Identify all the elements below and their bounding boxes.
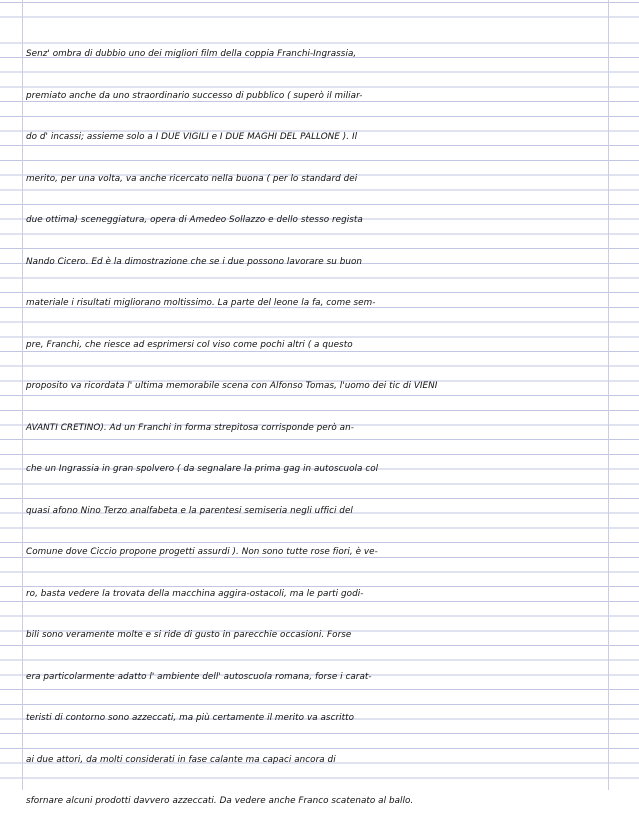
text-line-9: proposito va ricordata l' ultima memorabile scena con Alfonso Tomas, l'uomo dei tic di VIENI (26, 381, 438, 391)
text-line-15: bili sono veramente molte e si ride di gusto in parecchie occasioni. Forse (26, 630, 352, 640)
text-line-18: ai due attori, da molti considerati in fase calante ma capaci ancora di (26, 754, 336, 765)
text-line-12: quasi afono Nino Terzo analfabeta e la parentesi semiseria negli uffici del (26, 505, 353, 516)
text-line-8: pre, Franchi, che riesce ad esprimersi col viso come pochi altri ( a questo (26, 339, 353, 350)
handwritten-text-block (26, 34, 611, 823)
text-line-13: Comune dove Ciccio propone progetti assurdi ). Non sono tutte rose fiori, è ve- (26, 547, 378, 557)
text-line-19: sfornare alcuni prodotti davvero azzeccati. Da vedere anche Franco scatenato al ballo. (26, 796, 414, 806)
text-line-7: materiale i risultati migliorano moltissimo. La parte del leone la fa, come sem- (26, 298, 376, 308)
text-line-2: premiato anche da uno straordinario successo di pubblico ( superò il miliar- (26, 90, 363, 101)
text-line-16: era particolarmente adatto l' ambiente dell' autoscuola romana, forse i carat- (26, 671, 372, 682)
text-line-10: AVANTI CRETINO). Ad un Franchi in forma strepitosa corrisponde però an- (26, 422, 354, 433)
text-line-4: merito, per una volta, va anche ricercato nella buona ( per lo standard dei (26, 173, 358, 184)
text-line-1: Senz' ombra di dubbio uno dei migliori film della coppia Franchi-Ingrassia, (26, 49, 357, 59)
text-line-6: Nando Cicero. Ed è la dimostrazione che se i due possono lavorare su buon (26, 256, 363, 267)
text-line-3: do d' incassi; assieme solo a I DUE VIGILI e I DUE MAGHI DEL PALLONE ). Il (26, 132, 358, 142)
text-line-14: ro, basta vedere la trovata della macchina aggira-ostacoli, ma le parti godi- (26, 588, 364, 599)
text-line-17: teristi di contorno sono azzeccati, ma più certamente il merito va ascritto (26, 713, 355, 723)
text-line-11: che un Ingrassia in gran spolvero ( da segnalare la prima gag in autoscuola col (26, 464, 379, 474)
text-line-5: due ottima) sceneggiatura, opera di Amedeo Sollazzo e dello stesso regista (26, 215, 363, 225)
